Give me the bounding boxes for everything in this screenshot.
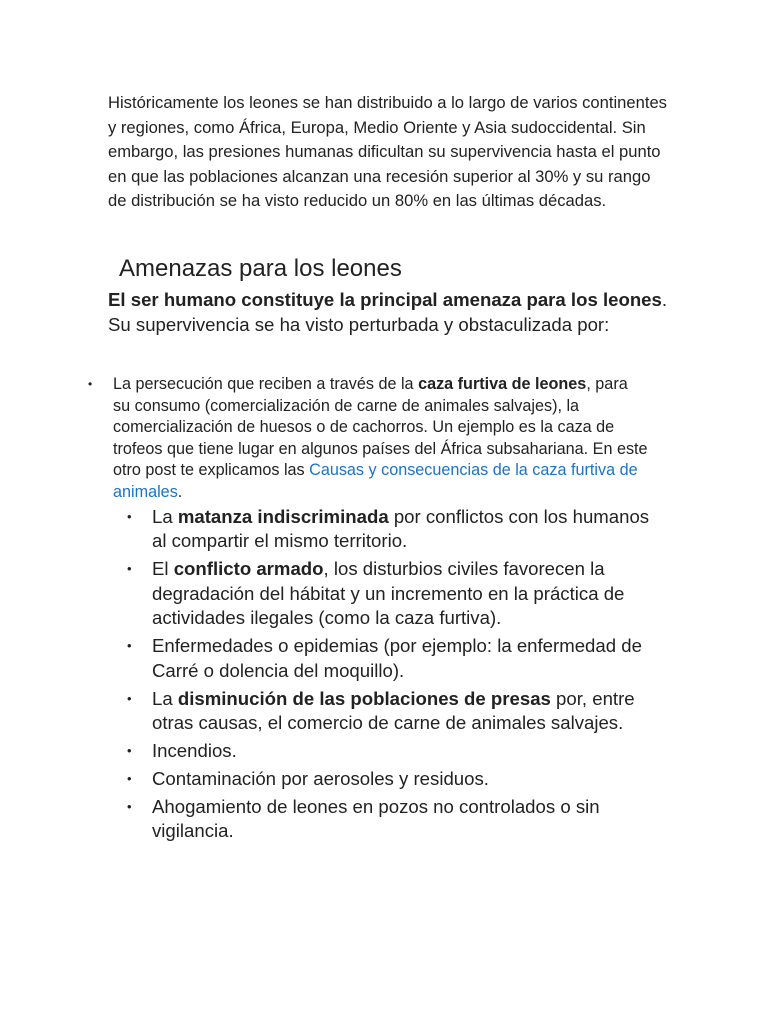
item-bold-text: caza furtiva de leones <box>418 375 587 393</box>
causes-link[interactable]: Causas y consecuencias de la caza furtiva de animales <box>113 461 638 501</box>
item-text: Ahogamiento de leones en pozos no controlados o sin vigilancia. <box>152 796 600 842</box>
threats-list-secondary <box>127 505 667 847</box>
item-bold-text: matanza indiscriminada <box>177 506 389 527</box>
item-text: La <box>152 687 178 709</box>
lead-text: . Su supervivencia se ha visto perturbada y obstaculizada por: <box>108 289 668 335</box>
list-item <box>127 505 667 554</box>
intro-paragraph: Históricamente los leones se han distribuido a lo largo de varios continentes y regiones, como África, Europa, Medio Oriente y Asia sudoccidental. Sin embargo, las presiones humanas dificultan su supervivencia hasta el punto en que las poblaciones alcanzan una recesión superior al 30% y su rango de distribución se ha visto reducido un 80% en las últimas décadas. <box>108 93 667 211</box>
list-item <box>127 739 667 763</box>
bullet-icon: • <box>127 509 132 524</box>
list-item <box>127 795 667 844</box>
item-text: por conflictos con los humanos al compartir el mismo territorio. <box>152 506 650 552</box>
threats-list-primary <box>88 374 648 504</box>
bullet-icon: • <box>127 771 132 787</box>
lead-bold-text: El ser humano constituye la principal amenaza para los leones <box>108 289 662 310</box>
section-heading: Amenazas para los leones <box>119 255 402 282</box>
bullet-icon: • <box>127 690 132 706</box>
bullet-icon: • <box>127 743 132 759</box>
item-text: por, entre otras causas, el comercio de carne de animales salvajes. <box>152 687 635 734</box>
list-item <box>88 374 648 504</box>
lead-paragraph <box>108 288 668 337</box>
item-text: Incendios. <box>152 740 237 762</box>
bullet-icon: • <box>88 377 93 391</box>
bullet-icon: • <box>127 638 132 654</box>
list-item <box>127 687 667 736</box>
item-text: Contaminación por aerosoles y residuos. <box>152 768 489 790</box>
item-bold-text: conflicto armado <box>173 558 324 580</box>
item-bold-text: disminución de las poblaciones de presas <box>177 687 551 709</box>
item-text: El <box>152 558 174 580</box>
item-text: La persecución que reciben a través de la <box>113 375 419 393</box>
item-text: . <box>177 482 183 501</box>
item-text: Enfermedades o epidemias (por ejemplo: la enfermedad de Carré o dolencia del moquillo). <box>152 635 642 681</box>
list-item <box>127 557 667 630</box>
item-text: La <box>152 506 178 527</box>
list-item <box>127 767 667 791</box>
item-text: , los disturbios civiles favorecen la degradación del hábitat y un incremento en la práctica de actividades ilegales (como la caza furtiva). <box>152 558 625 629</box>
list-item <box>127 634 667 683</box>
bullet-icon: • <box>127 799 132 815</box>
item-text: , para su consumo (comercialización de carne de animales salvajes), la comercialización de huesos o de cachorros. Un ejemplo es la caza de trofeos que tiene lugar en algunos países del África subsahariana. En este otro post te explicamos las <box>113 375 648 480</box>
bullet-icon: • <box>127 561 132 577</box>
